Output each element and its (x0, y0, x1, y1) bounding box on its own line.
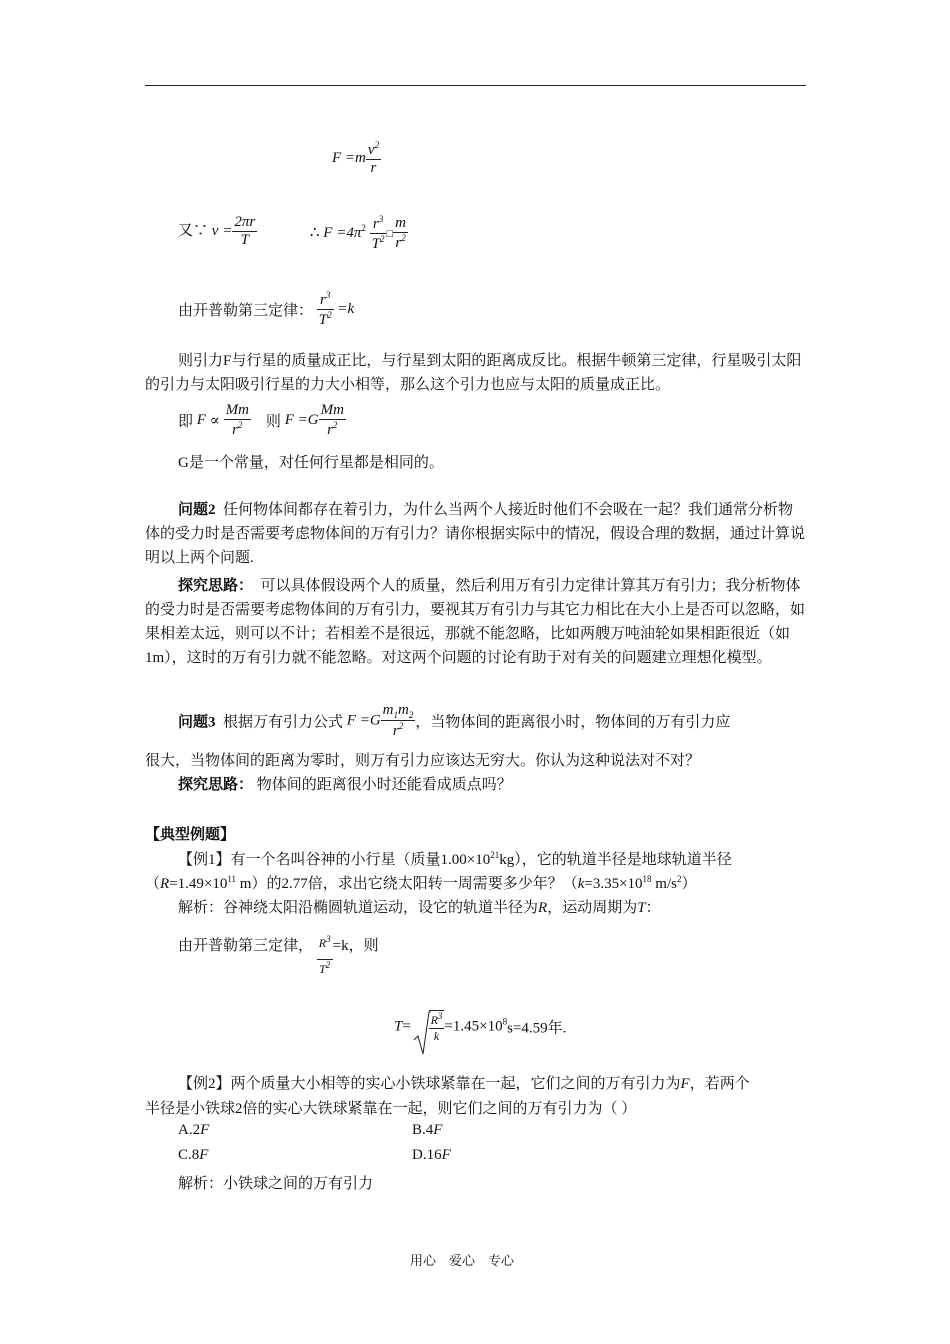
example-2-analysis: 解析：小铁球之间的万有引力 (178, 1176, 374, 1192)
fraction: $\frac{m_1m_2}{r^2}$ (382, 702, 414, 739)
example-2-line2: 半径是小铁球2倍的实心大铁球紧靠在一起，则它们之间的万有引力为（ ） (145, 1101, 637, 1117)
fraction: $\frac{v^2}{r}$ (367, 140, 380, 176)
radical-sign (413, 1010, 431, 1056)
option-d: D.16F (412, 1147, 451, 1163)
fraction: $\frac{m}{r^2}$ (395, 215, 406, 251)
question-3-approach: 探究思路： 物体间的距离很小时还能看成质点吗？ (178, 777, 512, 793)
paragraph-gravity: 则引力F与行星的质量成正比，与行星到太阳的距离成反比。根据牛顿第三定律，行星吸引太阳的引力与太阳吸引行星的力大小相等，那么这个引力也应与太阳的质量成正比。 (145, 353, 802, 393)
formula-proportional: 即 F ∝ $\frac{Mm}{r^2}$ 则 F =G $\frac{Mm}{r^2}$ (178, 402, 344, 438)
sqrt-symbol (415, 1010, 445, 1044)
fraction: $\frac{r^3}{T^2}$ (371, 214, 385, 252)
formula-velocity: 又∵ v = $\frac{2\pi r}{T}$ (178, 214, 256, 248)
option-c: C.8F (178, 1147, 209, 1163)
example-1-result: T= $\frac{R^3}{k}$ $=1.45\times 10^8s=4.59$年. (394, 1010, 566, 1044)
header-rule (145, 85, 806, 86)
fraction: $\frac{R^3}{k}$ (430, 1011, 443, 1043)
question-3-line2: 很大，当物体间的距离为零时，则万有引力应该达无穷大。你认为这种说法对不对？ (145, 753, 701, 769)
question-2: 问题2 任何物体间都存在着引力，为什么当两个人接近时他们不会吸在一起？我们通常分析物体的受力时是否需要考虑物体间的万有引力？请你根据实际中的情况，假设合理的数据，通过计算说明以上两个问题. (145, 502, 806, 566)
example-1-analysis: 解析：谷神绕太阳沿椭圆轨道运动，设它的轨道半径为R，运动周期为T： (178, 900, 661, 916)
fraction: $\frac{R^3}{T^2}$ (318, 934, 331, 976)
paragraph-constant: G是一个常量，对任何行星都是相同的。 (178, 455, 444, 471)
fraction: $\frac{Mm}{r^2}$ (225, 402, 249, 438)
example-1-line1: 【例1】有一个名叫谷神的小行星（质量$1.00\times 10^{21}kg$），它的轨道半径是地球轨道半径 (178, 850, 732, 868)
example-1-line2: （$R=1.49\times 10^{11}$ m）的2.77倍，求出它绕太阳转一周需要多少年？（$k=3.35\times 10^{18}$ $m/s^2$） (145, 874, 697, 892)
section-title-examples: 【典型例题】 (145, 827, 236, 843)
fraction: $\frac{Mm}{r^2}$ (320, 402, 344, 438)
example-2-line1: 【例2】两个质量大小相等的实心小铁球紧靠在一起，它们之间的万有引力为F，若两个 (178, 1076, 750, 1092)
kepler-law: 由开普勒第三定律： $\frac{r^3}{T^2}$ =k (178, 290, 355, 328)
question-2-approach: 探究思路： 可以具体假设两个人的质量，然后利用万有引力定律计算其万有引力；我分析物体的受力时是否需要考虑物体间的万有引力，要视其万有引力与其它力相比在大小上是否可以忽略，如果相差太远，则可以不计；若相差不是很远，那就不能忽略，比如两艘万吨油轮如果相距很近（如1m），这时的万有引力就不能忽略。对这两个问题的讨论有助于对有关的问题建立理想化模型。 (145, 578, 806, 666)
option-b: B.4F (412, 1122, 443, 1138)
formula-force: ∴ $F =4\pi^2$ $\frac{r^3}{T^2}$ □ $\frac{m}{r^2}$ (310, 214, 406, 252)
page-footer: 用心 爱心 专心 (410, 1253, 515, 1268)
example-1-kepler: 由开普勒第三定律， $\frac{R^3}{T^2}$ =k，则 (178, 934, 379, 976)
fraction: $\frac{2\pi r}{T}$ (234, 214, 256, 248)
fraction: $\frac{r^3}{T^2}$ (318, 290, 332, 328)
formula-centripetal: F =m $\frac{v^2}{r}$ (332, 140, 380, 176)
question-3: 问题3 根据万有引力公式 F =G $\frac{m_1m_2}{r^2}$ ，当物体间的距离很小时，物体间的万有引力应 (178, 702, 731, 739)
option-a: A.2F (178, 1122, 210, 1138)
